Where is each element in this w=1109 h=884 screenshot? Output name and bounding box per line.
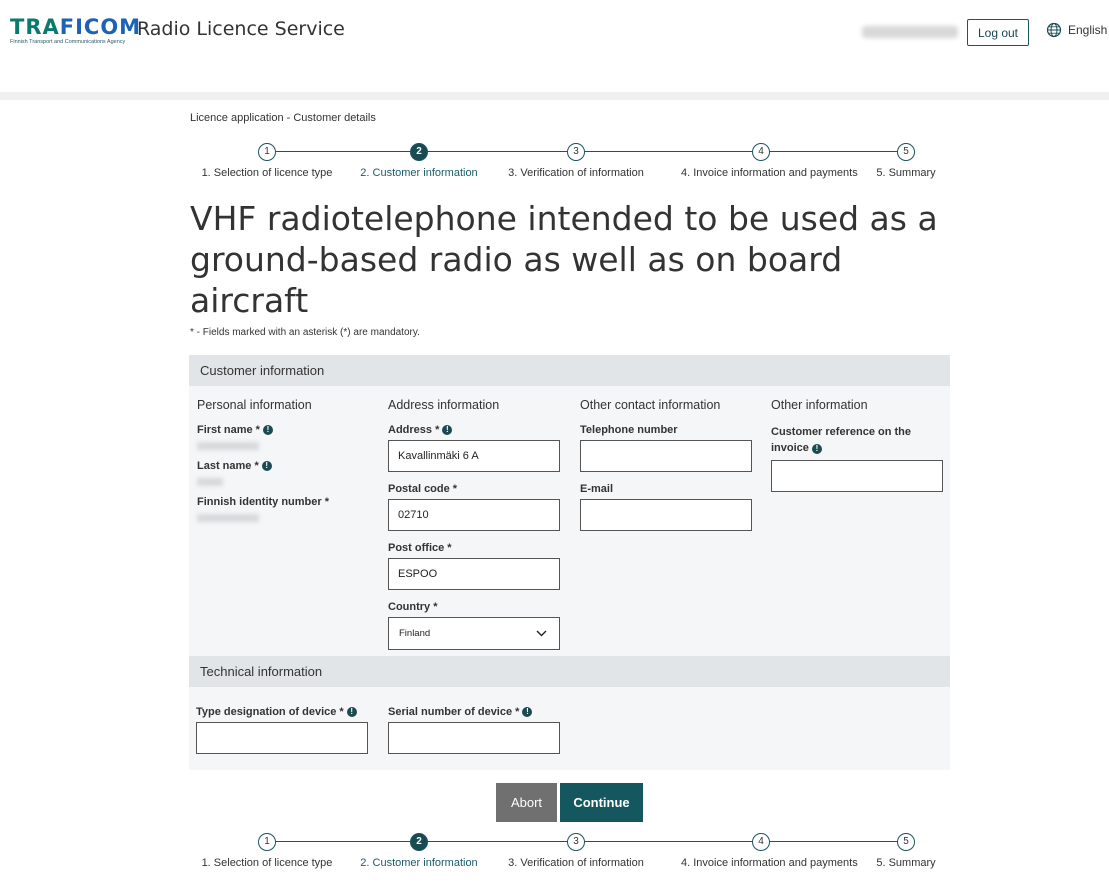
step-1-number: 1 [258,143,276,161]
page-title: VHF radiotelephone intended to be used as a ground-based radio as well as on board aircraft [190,199,938,320]
step-1 [187,143,347,179]
user-name-blurred [862,26,958,38]
identity-number-value-blurred [197,514,259,522]
contact-information-column [580,398,752,531]
first-name-value-blurred [197,442,259,450]
last-name-label: Last name * ! [197,460,369,472]
type-designation-input[interactable] [196,722,368,754]
app-header [0,0,1109,92]
contact-information-title: Other contact information [580,398,721,412]
technical-information-section [189,656,950,770]
language-label: English [1068,23,1108,37]
globe-icon [1046,22,1062,38]
step-5 [826,833,986,869]
step-1-label: 1. Selection of licence type [201,857,333,869]
customer-reference-label: Customer reference on the invoice ! [771,426,911,454]
logo-wordmark: TRAFICOM [10,15,142,39]
telephone-input[interactable] [580,440,752,472]
step-2-number: 2 [410,143,428,161]
step-3-number: 3 [567,833,585,851]
chevron-down-icon [536,630,547,637]
traficom-logo[interactable] [10,15,142,48]
step-5-label: 5. Summary [876,857,936,869]
abort-button[interactable]: Abort [496,783,557,822]
info-icon[interactable]: ! [263,425,273,435]
step-2-label: 2. Customer information [360,167,478,179]
step-5 [826,143,986,179]
step-3-label: 3. Verification of information [508,167,644,179]
info-icon[interactable]: ! [262,461,272,471]
first-name-label: First name * ! [197,424,369,436]
postal-code-label: Postal code * [388,483,458,495]
country-selected-value: Finland [399,628,431,639]
step-4-number: 4 [752,833,770,851]
post-office-label: Post office * [388,542,452,554]
customer-information-section [189,355,950,656]
other-information-column [771,398,943,492]
step-3-label: 3. Verification of information [508,857,644,869]
address-input[interactable]: Kavallinmäki 6 A [388,440,560,472]
step-4 [681,143,858,179]
step-2-label: 2. Customer information [360,857,478,869]
step-1-number: 1 [258,833,276,851]
step-4-label: 4. Invoice information and payments [681,167,858,179]
step-4 [681,833,858,869]
info-icon[interactable]: ! [442,425,452,435]
personal-information-title: Personal information [197,398,312,412]
step-5-number: 5 [897,833,915,851]
personal-information-column [197,398,369,522]
progress-stepper-top [190,143,950,183]
email-label: E-mail [580,483,614,495]
step-3 [496,143,656,179]
last-name-value-blurred [197,478,223,486]
telephone-label: Telephone number [580,424,678,436]
customer-section-heading: Customer information [189,355,950,386]
address-label: Address * ! [388,424,560,436]
email-input[interactable] [580,499,752,531]
country-select[interactable] [388,617,560,650]
step-4-label: 4. Invoice information and payments [681,857,858,869]
continue-button[interactable]: Continue [560,783,643,822]
identity-number-label: Finnish identity number * [197,496,330,508]
mandatory-note: * - Fields marked with an asterisk (*) are mandatory. [190,327,420,338]
address-information-title: Address information [388,398,500,412]
info-icon[interactable]: ! [347,707,357,717]
step-4-number: 4 [752,143,770,161]
step-2-number: 2 [410,833,428,851]
address-information-column [388,398,560,650]
progress-stepper-bottom [190,833,950,873]
step-2 [339,833,499,869]
logo-subtitle: Finnish Transport and Communications Agency [10,39,126,45]
step-3-number: 3 [567,143,585,161]
header-divider [0,92,1109,100]
step-3 [496,833,656,869]
logout-button[interactable]: Log out [967,19,1029,46]
serial-number-label: Serial number of device * ! [388,706,560,718]
serial-number-field [388,706,560,754]
type-designation-label: Type designation of device * ! [196,706,368,718]
language-selector[interactable] [1046,22,1107,38]
step-5-number: 5 [897,143,915,161]
serial-number-input[interactable] [388,722,560,754]
type-designation-field [196,706,368,754]
technical-section-heading: Technical information [189,656,950,687]
info-icon[interactable]: ! [522,707,532,717]
app-title: Radio Licence Service [137,18,345,40]
other-information-title: Other information [771,398,868,412]
step-1 [187,833,347,869]
post-office-input[interactable]: ESPOO [388,558,560,590]
country-label: Country * [388,601,438,613]
breadcrumb: Licence application - Customer details [190,112,376,124]
customer-reference-input[interactable] [771,460,943,492]
step-2 [339,143,499,179]
step-5-label: 5. Summary [876,167,936,179]
step-1-label: 1. Selection of licence type [201,167,333,179]
postal-code-input[interactable]: 02710 [388,499,560,531]
info-icon[interactable]: ! [812,444,822,454]
